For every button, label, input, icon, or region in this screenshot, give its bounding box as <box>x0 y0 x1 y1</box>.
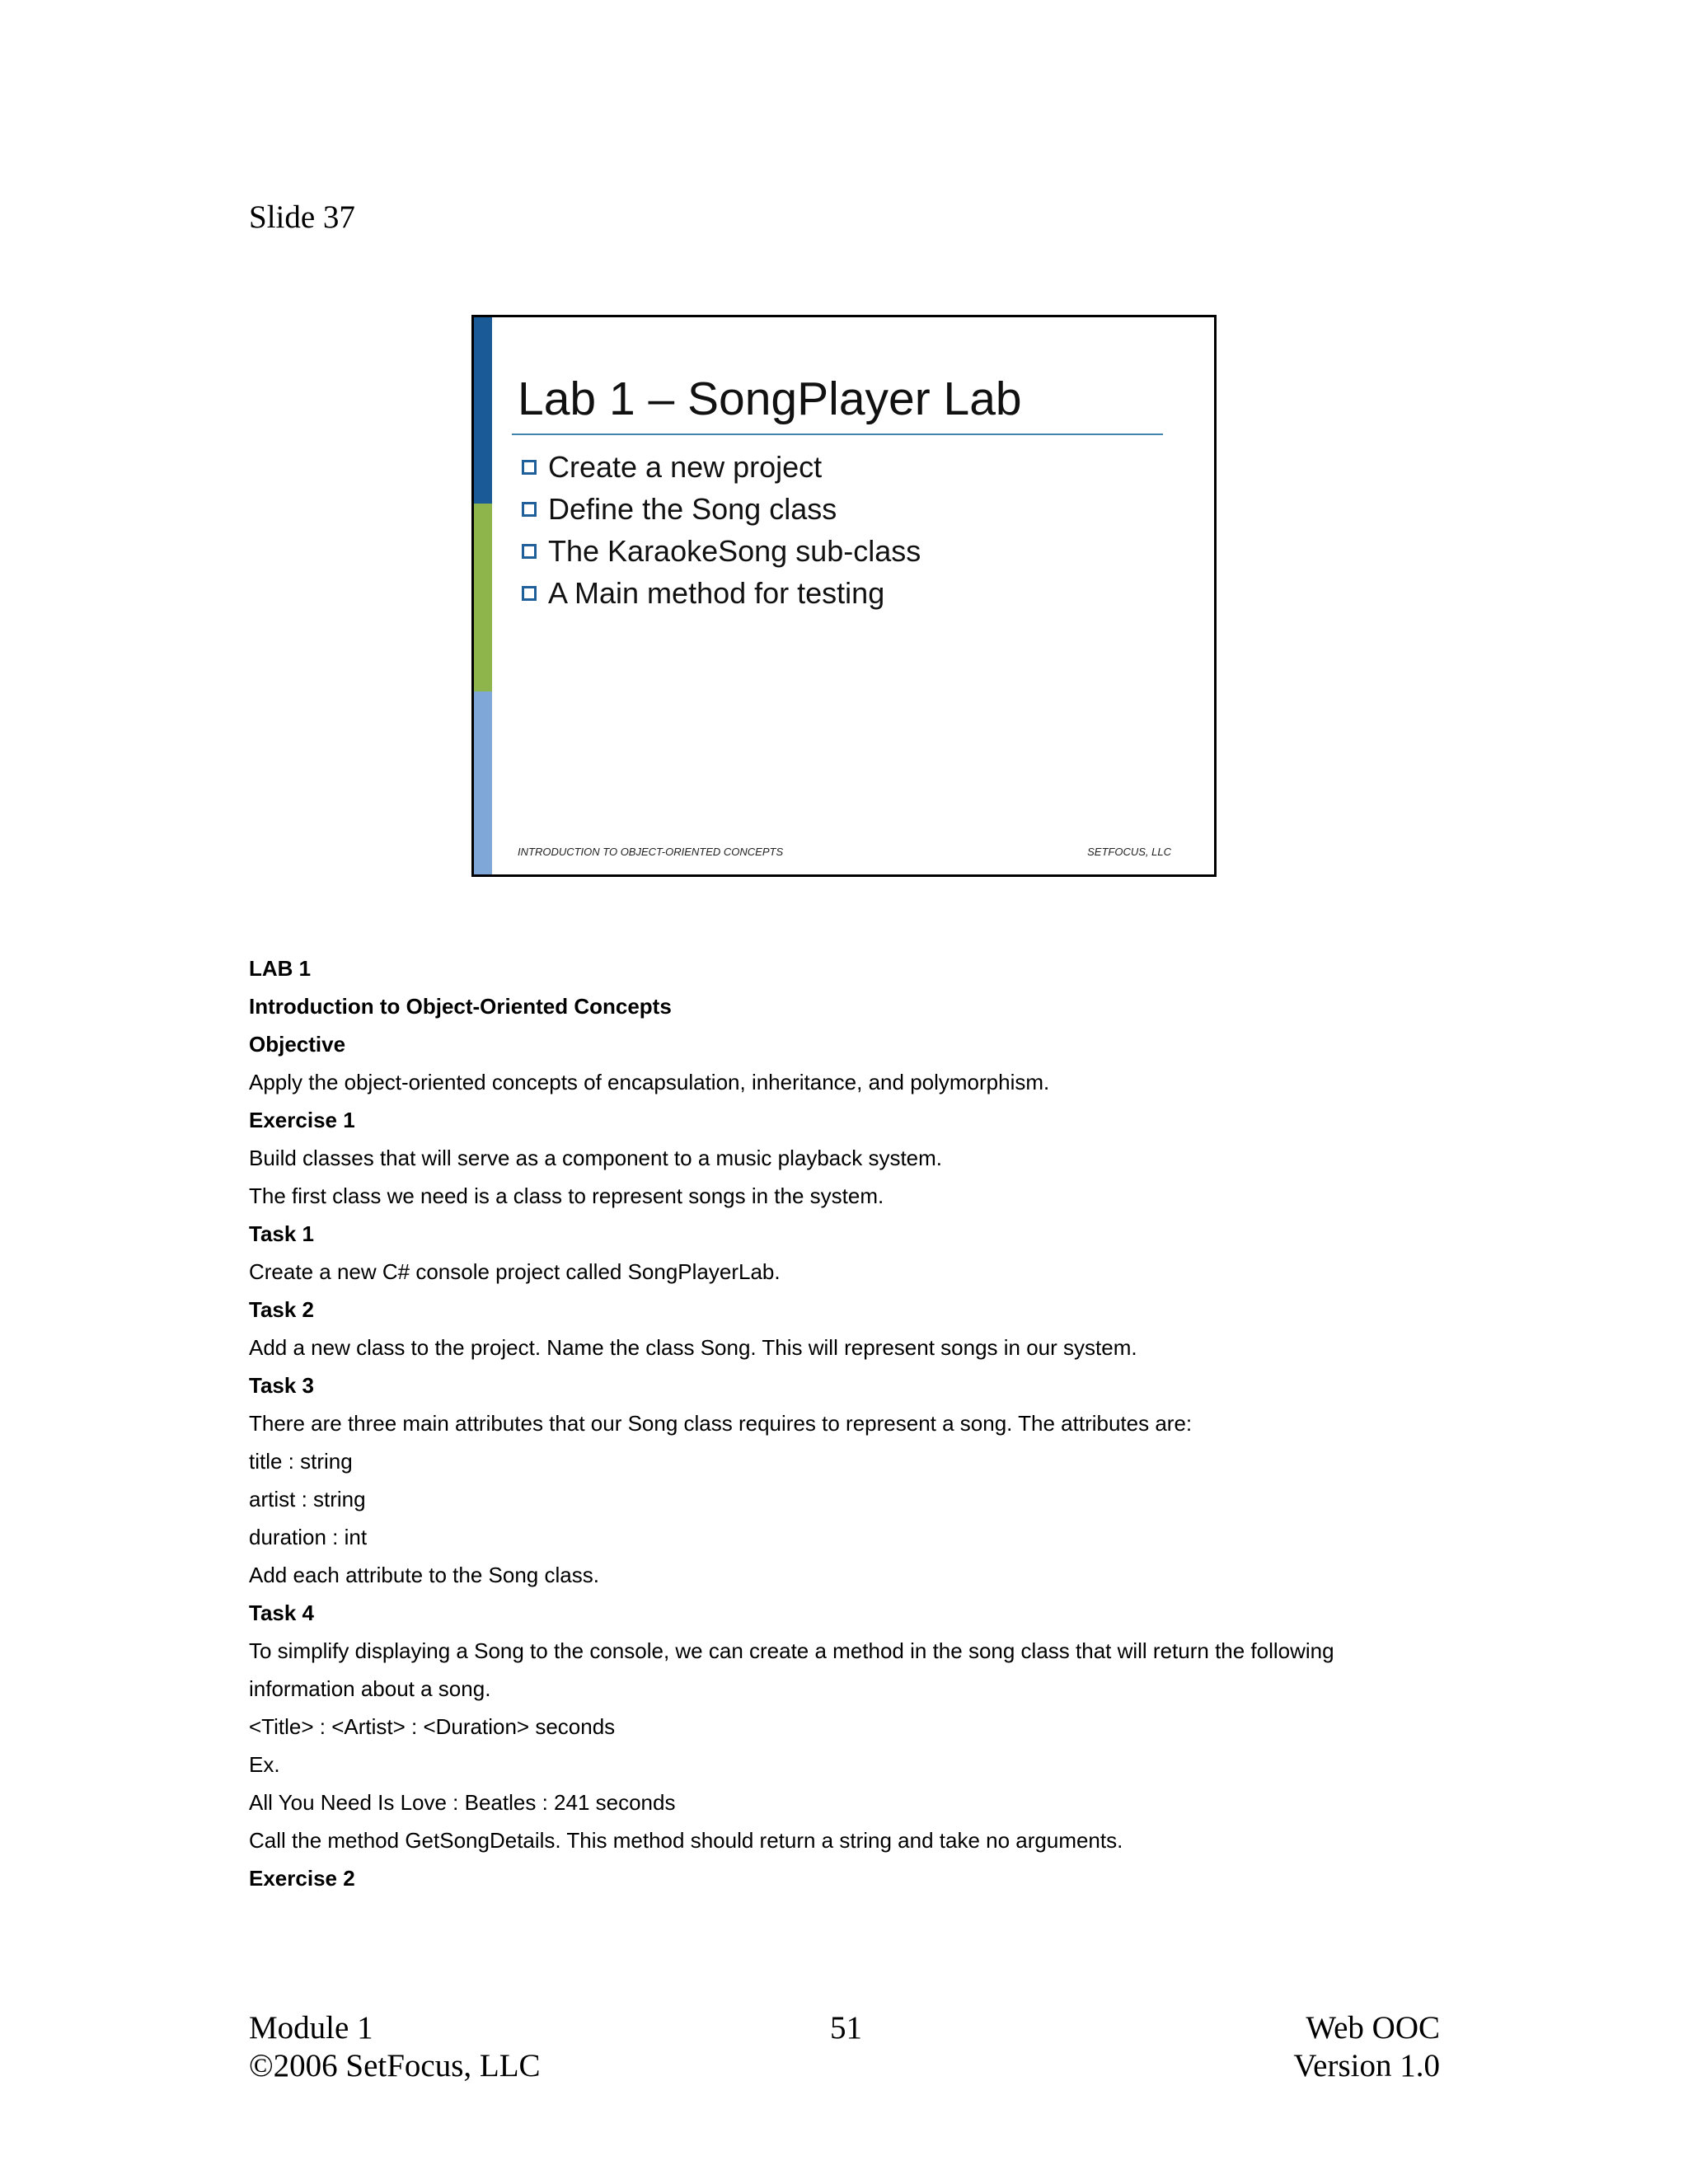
notes-heading: Exercise 1 <box>249 1108 355 1132</box>
square-bullet-icon <box>522 544 537 559</box>
notes-paragraph: Add each attribute to the Song class. <box>249 1563 599 1587</box>
notes-paragraph: All You Need Is Love : Beatles : 241 seconds <box>249 1790 676 1815</box>
notes-paragraph: There are three main attributes that our Song class requires to represent a song. The attributes are: <box>249 1411 1193 1436</box>
notes-heading: LAB 1 <box>249 956 312 981</box>
slide-title: Lab 1 – SongPlayer Lab <box>518 373 1022 425</box>
notes-paragraph: The first class we need is a class to represent songs in the system. <box>249 1183 884 1208</box>
footer-module: Module 1 <box>249 2010 373 2046</box>
square-bullet-icon <box>522 460 537 475</box>
slide-bullet-text: The KaraokeSong sub-class <box>548 533 921 568</box>
square-bullet-icon <box>522 586 537 601</box>
lab-notes <box>249 949 1452 1897</box>
slide-bullet <box>522 488 921 530</box>
footer-page-number: 51 <box>830 2010 862 2046</box>
slide-bullet-text: A Main method for testing <box>548 575 885 610</box>
notes-heading: Task 2 <box>249 1297 315 1322</box>
slide-accent-bar-green <box>474 504 492 691</box>
notes-paragraph: Ex. <box>249 1752 280 1777</box>
slide-footer-course-title: INTRODUCTION TO OBJECT-ORIENTED CONCEPTS <box>518 846 784 858</box>
slide-accent-bar-blue <box>474 317 492 504</box>
slide-bullet-list <box>522 446 921 614</box>
notes-heading: Task 3 <box>249 1373 315 1398</box>
slide-bullet <box>522 572 921 614</box>
notes-heading: Exercise 2 <box>249 1866 355 1891</box>
notes-paragraph: Call the method GetSongDetails. This method should return a string and take no arguments. <box>249 1828 1123 1853</box>
slide-accent-bar-light-blue <box>474 691 492 877</box>
notes-paragraph: title : string <box>249 1449 353 1474</box>
slide-footer-company: SETFOCUS, LLC <box>1087 846 1171 858</box>
slide-label: Slide 37 <box>249 199 355 235</box>
notes-paragraph: To simplify displaying a Song to the console, we can create a method in the song class that will return the following <box>249 1638 1334 1663</box>
slide-bullet <box>522 530 921 572</box>
notes-heading: Introduction to Object-Oriented Concepts <box>249 994 672 1019</box>
footer-copyright: ©2006 SetFocus, LLC <box>249 2048 541 2083</box>
slide-bullet-text: Create a new project <box>548 449 823 484</box>
slide-bullet <box>522 446 921 488</box>
notes-heading: Objective <box>249 1032 346 1057</box>
notes-paragraph: Add a new class to the project. Name the class Song. This will represent songs in our system. <box>249 1335 1137 1360</box>
notes-paragraph: <Title> : <Artist> : <Duration> seconds <box>249 1714 616 1739</box>
footer-course: Web OOC <box>1306 2010 1440 2046</box>
slide-thumbnail <box>471 315 1217 877</box>
notes-paragraph: duration : int <box>249 1525 368 1549</box>
square-bullet-icon <box>522 502 537 517</box>
slide-bullet-text: Define the Song class <box>548 491 837 526</box>
notes-paragraph: Apply the object-oriented concepts of encapsulation, inheritance, and polymorphism. <box>249 1070 1050 1094</box>
slide-title-rule <box>512 434 1163 435</box>
notes-paragraph: Build classes that will serve as a component to a music playback system. <box>249 1146 943 1170</box>
notes-paragraph: Create a new C# console project called SongPlayerLab. <box>249 1259 781 1284</box>
notes-paragraph: information about a song. <box>249 1676 491 1701</box>
notes-heading: Task 1 <box>249 1221 315 1246</box>
notes-heading: Task 4 <box>249 1601 315 1625</box>
notes-paragraph: artist : string <box>249 1487 366 1511</box>
footer-version: Version 1.0 <box>1293 2048 1440 2083</box>
